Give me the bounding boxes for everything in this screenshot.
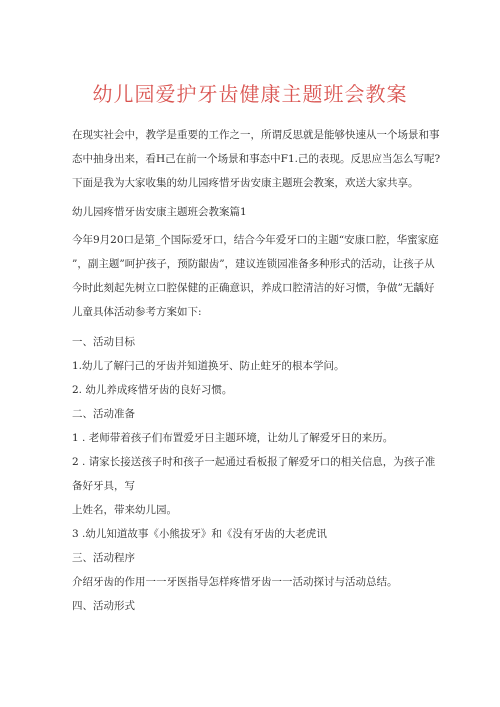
section-item: 2. 幼儿养成疼惜牙齿的良好习惯。	[72, 384, 233, 396]
section-heading-text: 幼儿园疼惜牙齿安康主题班会教案篇1	[72, 206, 247, 218]
intro-line: 在现实社会中，教学是重要的工作之一，所谓反思就是能够快速从一个场景和事	[72, 129, 440, 141]
section-item: 四、活动形式	[72, 600, 135, 612]
intro-line: 态中抽身出来，看H己在前一个场景和事态中F1.己的表现。反思应当怎么写呢?	[72, 153, 441, 165]
body-line: 今年9月20口是第_个国际爱牙口，结合今年爱牙口的主题“安康口腔，华蜜家庭	[72, 234, 439, 246]
section-item: 二、活动准备	[72, 408, 135, 420]
section-item: 三、活动程序	[72, 552, 135, 564]
section-item: 1.幼儿了解闩己的牙齿并知道换牙、防止蛀牙的根本学问。	[72, 360, 345, 372]
document-title: 幼儿园爱护牙齿健康主题班会教案	[92, 82, 408, 106]
body-line: 今时此刻起先树立口腔保健的正确意识，养成口腔清洁的好习惯，争做”无龋好	[72, 282, 435, 294]
sections-block	[72, 330, 436, 618]
section-item: 介绍牙齿的作用一一牙医指导怎样疼惜牙齿一一活动探讨与活动总结。	[72, 576, 398, 588]
body-paragraph	[72, 228, 439, 324]
section-item: 一、活动目标	[72, 336, 135, 348]
section-item: 备好牙具，写	[72, 480, 135, 492]
section-item: 1 . 老师带着孩子们布置爱牙日主题环境，让幼儿了解爱牙日的来历。	[72, 432, 394, 444]
body-line: ”，副主题”呵护孩子，预防龈齿”，建议连锁园准备多种形式的活动，让孩子从	[72, 258, 435, 270]
intro-line: 下面是我为大家收集的幼儿园疼惜牙齿安康主题班会教案，欢送大家共享。	[72, 177, 419, 189]
section-item: 2 . 请家长接送孩子时和孩子一起通过看板报了解爱牙口的相关信息，为孩子准	[72, 456, 436, 468]
intro-paragraph	[72, 123, 441, 195]
section-item: 3 .幼儿知道故事《小熊拔牙》和《没有牙齿的大老虎讯	[72, 528, 327, 540]
section-item: 上姓名，带来幼儿园。	[72, 504, 177, 516]
section-heading	[72, 200, 432, 224]
body-line: 儿童具体活动参考方案如下:	[72, 306, 202, 318]
